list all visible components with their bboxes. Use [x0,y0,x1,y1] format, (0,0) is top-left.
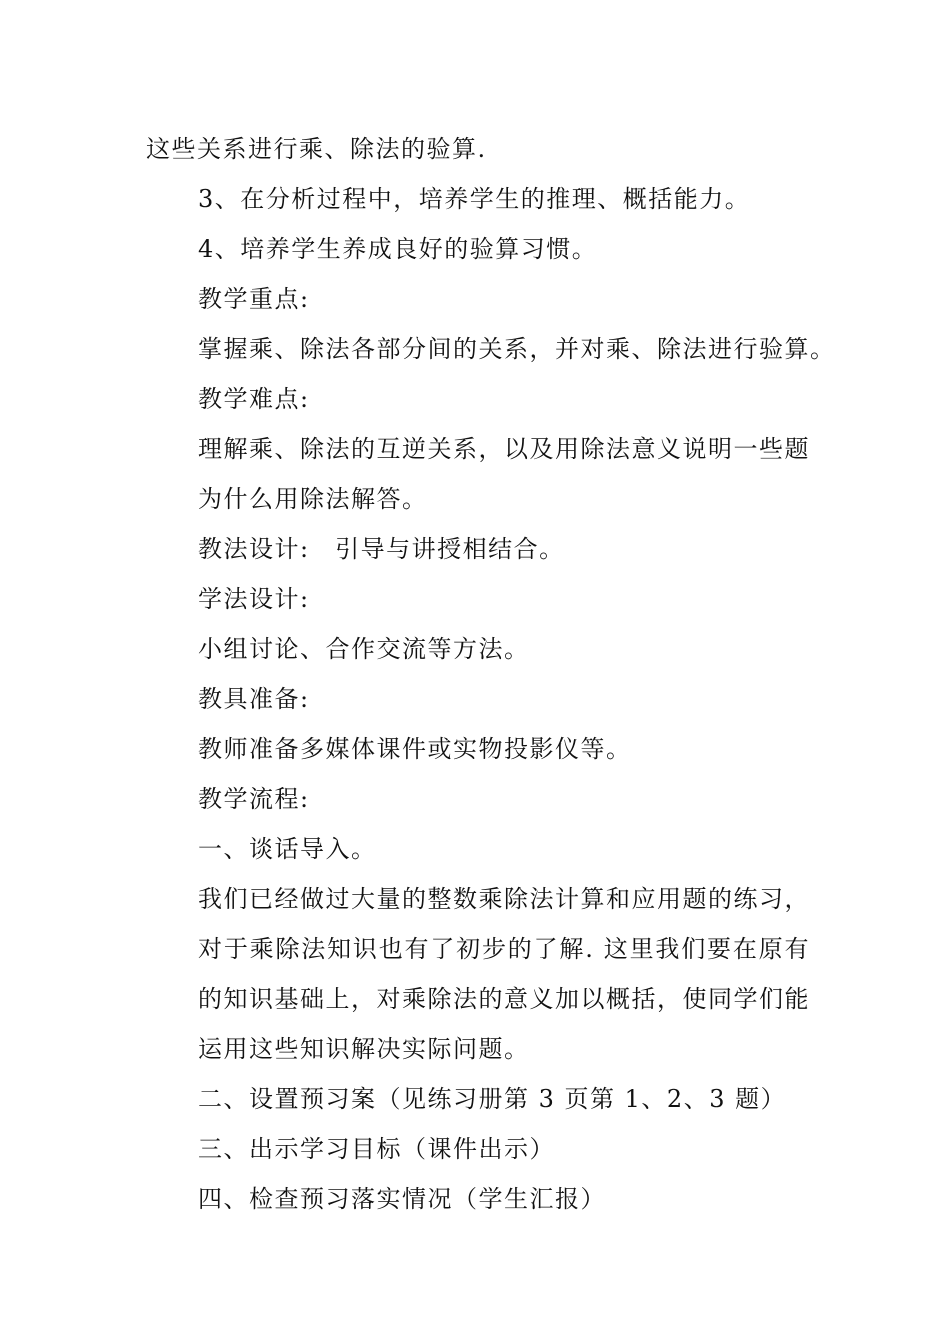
section-conversation-intro: 一、谈话导入。 [198,835,377,863]
paragraph-teaching-difficulty: 理解乘、除法的互逆关系，以及用除法意义说明一些题为什么用除法解答。 [198,435,810,513]
paragraph-objective-4: 4、培养学生养成良好的验算习惯。 [198,235,598,263]
section-learning-goals: 三、出示学习目标（课件出示） [198,1135,555,1163]
heading-teaching-focus: 教学重点: [198,285,310,313]
heading-teaching-process: 教学流程: [198,785,310,813]
document-body [146,124,836,1224]
paragraph-teaching-focus: 掌握乘、除法各部分间的关系，并对乘、除法进行验算。 [198,335,836,363]
paragraph-teaching-aids: 教师准备多媒体课件或实物投影仪等。 [198,735,632,763]
heading-teaching-difficulty: 教学难点: [198,385,310,413]
paragraph-intro-body: 我们已经做过大量的整数乘除法计算和应用题的练习，对于乘除法知识也有了初步的了解. 这里我们要在原有的知识基础上，对乘除法的意义加以概括，使同学们能运用这些知识解决实际问题。 [198,885,810,1063]
section-check-preview: 四、检查预习落实情况（学生汇报） [198,1185,606,1213]
heading-teaching-aids: 教具准备: [198,685,310,713]
paragraph-objective-3: 3、在分析过程中，培养学生的推理、概括能力。 [198,185,751,213]
paragraph-teaching-method: 教法设计: 引导与讲授相结合。 [198,535,565,563]
paragraph-learning-method: 小组讨论、合作交流等方法。 [198,635,530,663]
paragraph-verification-relations: 这些关系进行乘、除法的验算. [146,135,487,163]
section-preview-plan: 二、设置预习案（见练习册第 3 页第 1、2、3 题） [198,1085,787,1113]
heading-learning-method: 学法设计: [198,585,310,613]
